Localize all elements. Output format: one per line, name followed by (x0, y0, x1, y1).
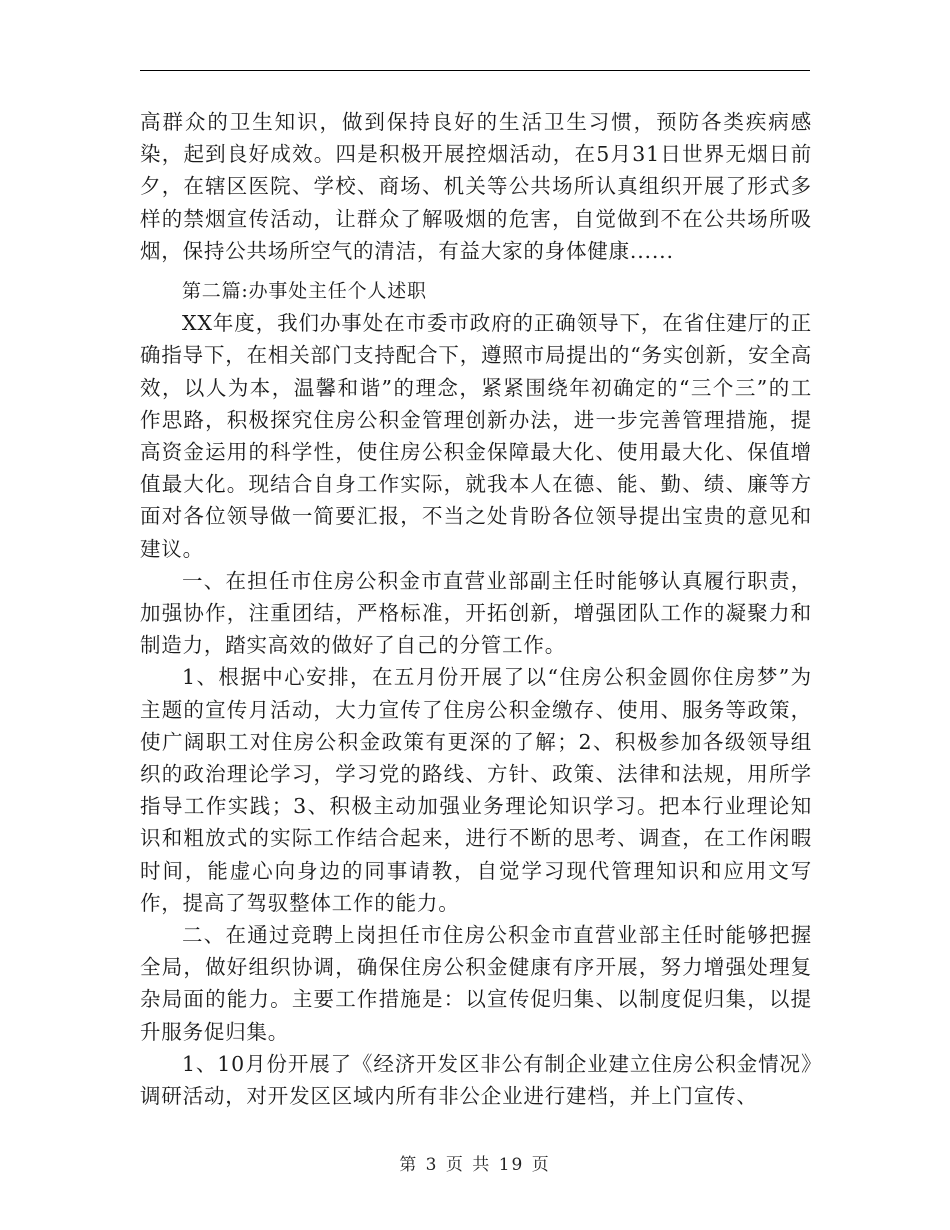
paragraph-section-one-details: 1、根据中心安排，在五月份开展了以“住房公积金圆你住房梦”为主题的宣传月活动，大力宣传了住房公积金缴存、使用、服务等政策，使广阔职工对住房公积金政策有更深的了解；2、积极参加各级领导组织的政治理论学习，学习党的路线、方针、政策、法律和法规，用所学指导工作实践；3、积极主动加强业务理论知识学习。把本行业理论知识和粗放式的实际工作结合起来，进行不断的思考、调查，在工作闲暇时间，能虚心向身边的同事请教，自觉学习现代管理知识和应用文写作，提高了驾驭整体工作的能力。 (140, 665, 812, 915)
paragraph-continuation: 高群众的卫生知识，做到保持良好的生活卫生习惯，预防各类疾病感染，起到良好成效。四是积极开展控烟活动，在5月31日世界无烟日前夕，在辖区医院、学校、商场、机关等公共场所认真组织开展了形式多样的禁烟宣传活动，让群众了解吸烟的危害，自觉做到不在公共场所吸烟，保持公共场所空气的清洁，有益大家的身体健康...... (140, 110, 812, 263)
section-heading: 第二篇:办事处主任个人述职 (182, 280, 427, 303)
document-body (140, 106, 812, 1112)
paragraph-section-two: 二、在通过竞聘上岗担任市住房公积金市直营业部主任时能够把握全局，做好组织协调，确保住房公积金健康有序开展，努力增强处理复杂局面的能力。主要工作措施是：以宣传促归集、以制度促归集，以提升服务促归集。 (140, 923, 812, 1044)
paragraph-intro: XX年度，我们办事处在市委市政府的正确领导下，在省住建厅的正确指导下，在相关部门支持配合下，遵照市局提出的“务实创新，安全高效，以人为本，温馨和谐”的理念，紧紧围绕年初确定的“三个三”的工作思路，积极探究住房公积金管理创新办法，进一步完善管理措施，提高资金运用的科学性，使住房公积金保障最大化、使用最大化、保值增值最大化。现结合自身工作实际，就我本人在德、能、勤、绩、廉等方面对各位领导做一简要汇报，不当之处肯盼各位领导提出宝贵的意见和建议。 (140, 311, 812, 561)
header-rule (140, 70, 810, 71)
paragraph-section-two-details: 1、10月份开展了《经济开发区非公有制企业建立住房公积金情况》调研活动，对开发区区域内所有非公企业进行建档，并上门宣传、 (140, 1051, 812, 1109)
paragraph-section-one: 一、在担任市住房公积金市直营业部副主任时能够认真履行职责，加强协作，注重团结，严格标准，开拓创新，增强团队工作的凝聚力和制造力，踏实高效的做好了自己的分管工作。 (140, 568, 812, 658)
page-number-footer: 第 3 页 共 19 页 (399, 1155, 551, 1175)
